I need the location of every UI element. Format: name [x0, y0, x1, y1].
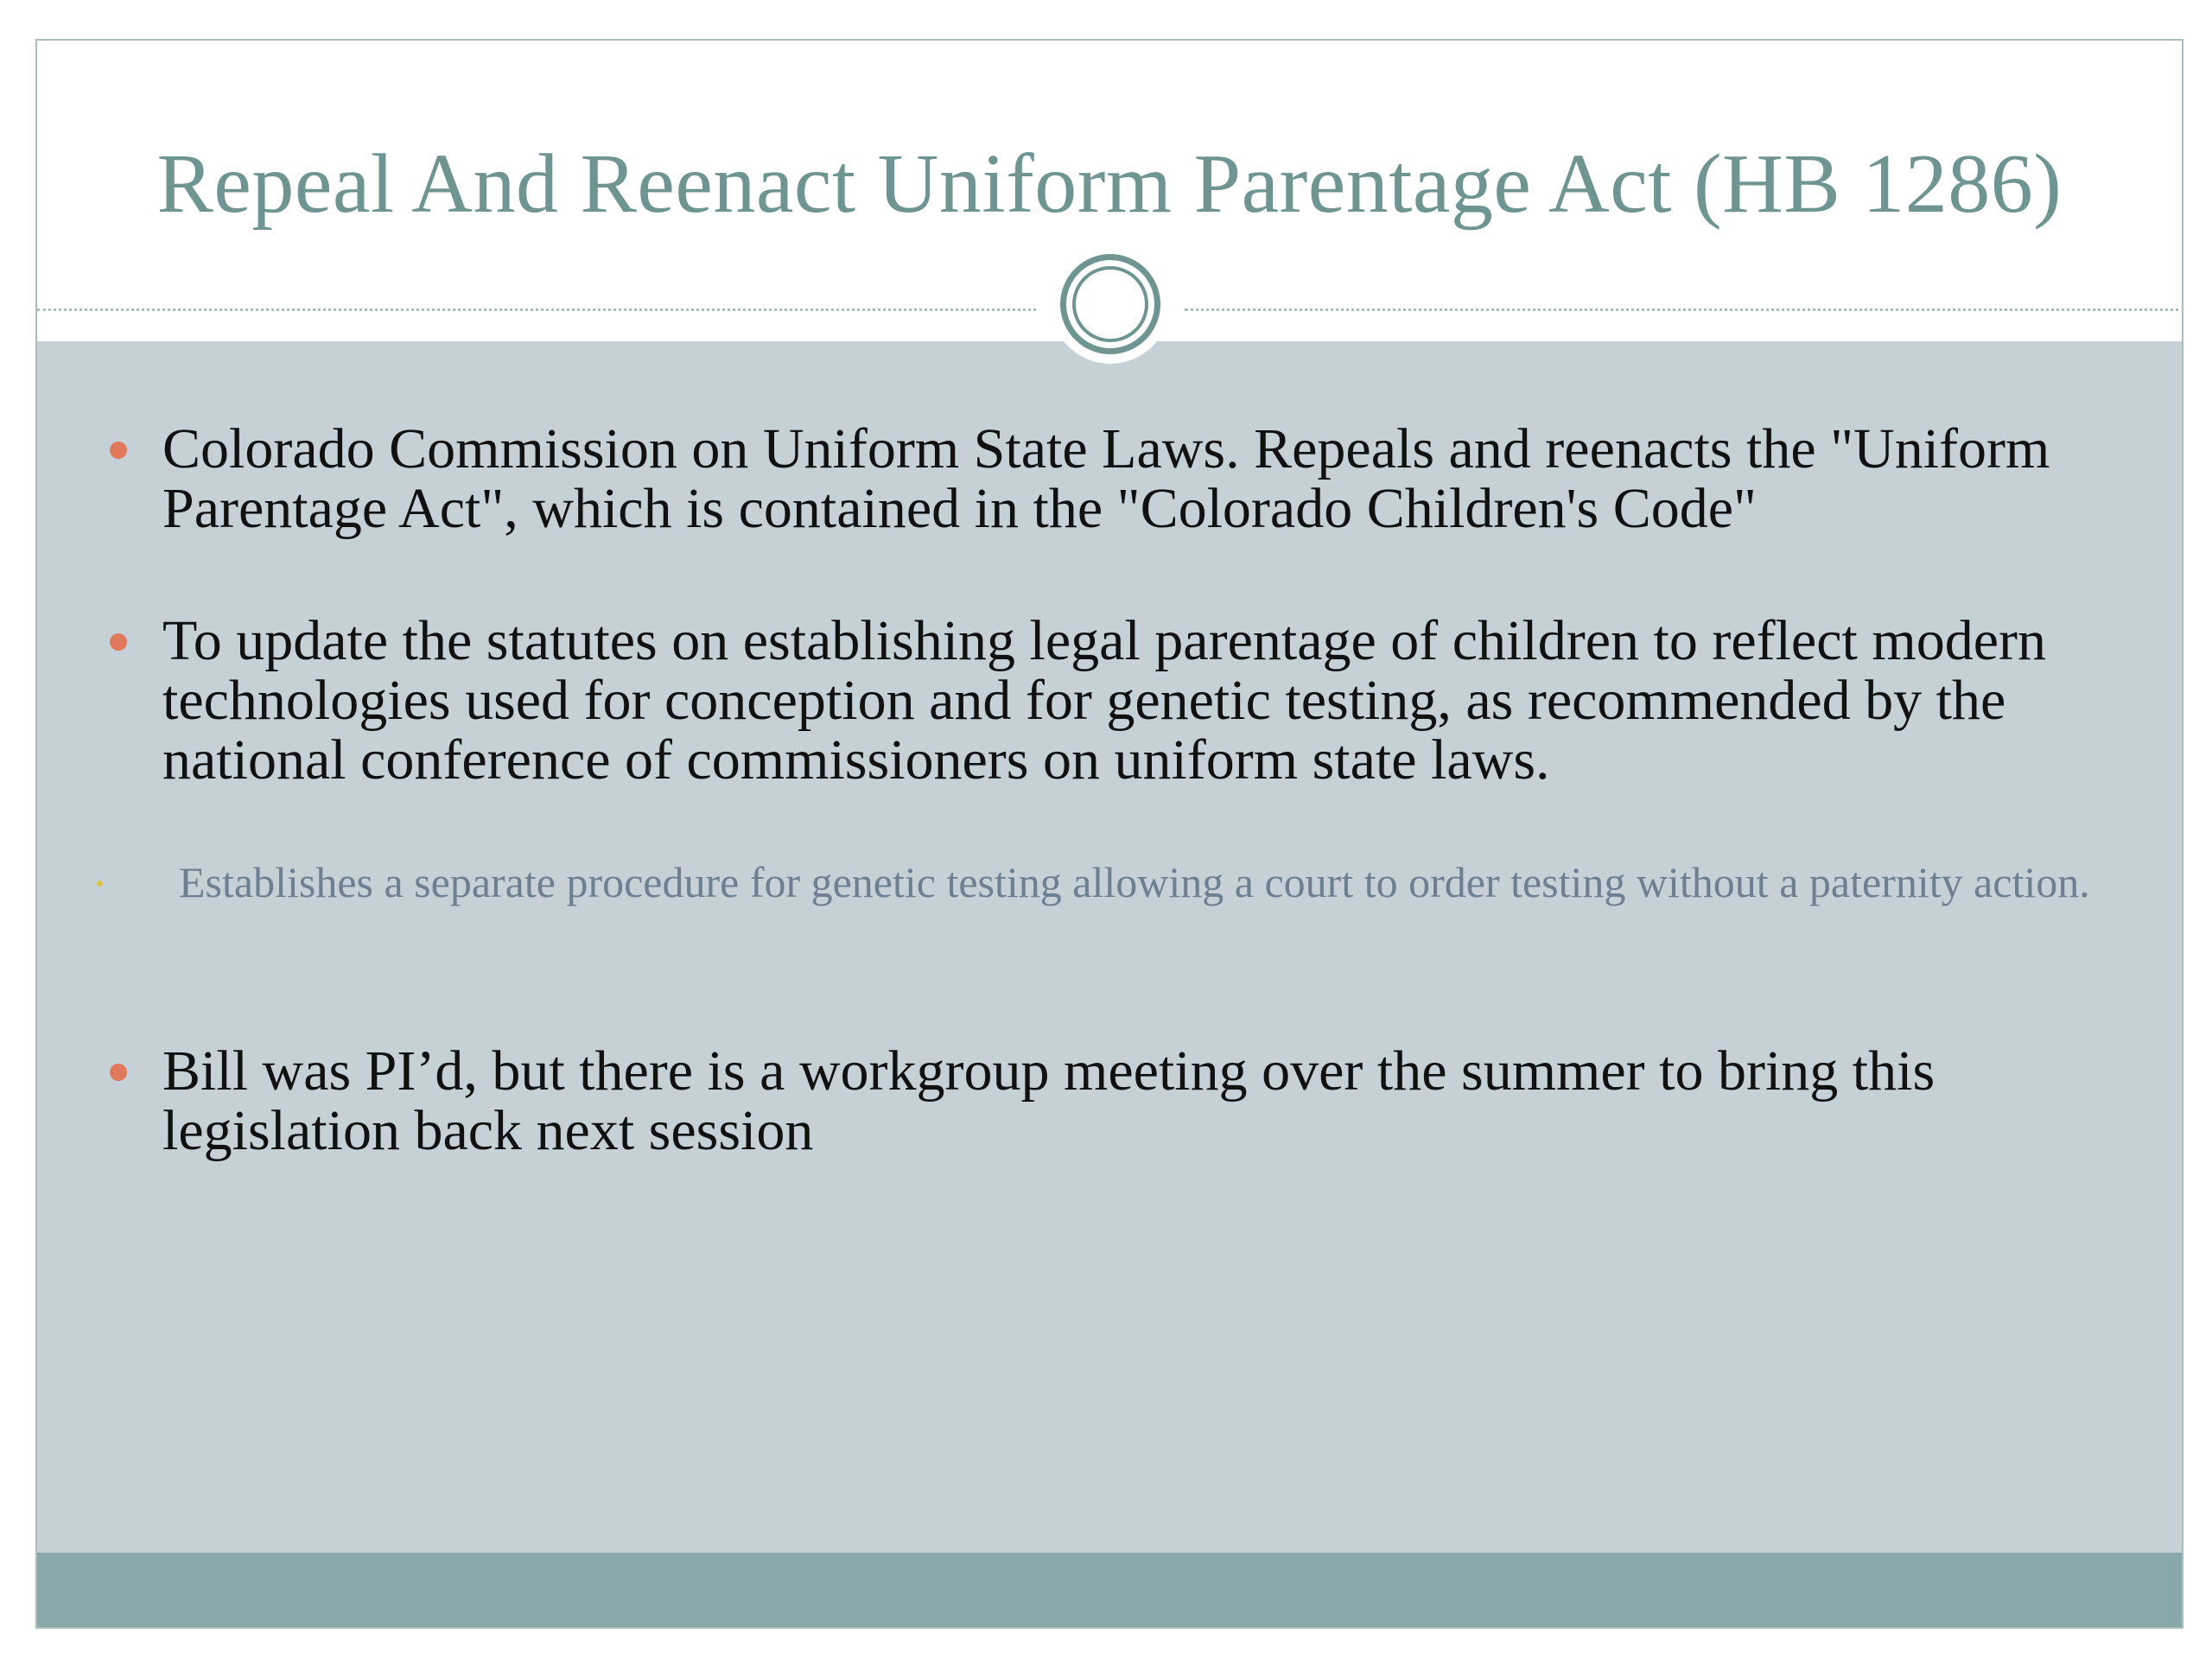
sub-bullet-item — [179, 858, 2106, 906]
slide — [35, 39, 2183, 1629]
ring-icon — [1060, 254, 1160, 354]
footer-bar — [37, 1553, 2182, 1629]
sub-bullet-text: Establishes a separate procedure for genetic testing allowing a court to order testing without a paternity action. — [179, 858, 2090, 906]
bullet-dot-icon — [110, 1064, 127, 1081]
content-area — [37, 341, 2182, 1553]
title-divider-right — [1185, 308, 2183, 311]
slide-title: Repeal And Reenact Uniform Parentage Act (HB 1286) — [156, 137, 2063, 231]
bullet-item — [162, 419, 2124, 538]
bullet-item — [162, 1041, 2124, 1160]
bullet-text: Bill was PI’d, but there is a workgroup meeting over the summer to bring this legislation back next session — [162, 1039, 1936, 1162]
sub-bullet-dot-icon — [97, 880, 103, 887]
bullet-text: Colorado Commission on Uniform State Laws. Repeals and reenacts the "Uniform Parentage Act", which is contained in the "Colorado Children's Code" — [162, 417, 2050, 540]
bullet-item — [162, 611, 2124, 790]
title-divider-left — [37, 308, 1036, 311]
bullet-dot-icon — [110, 442, 127, 459]
title-ring-ornament — [1051, 245, 1170, 364]
bullet-dot-icon — [110, 633, 127, 651]
bullet-text: To update the statutes on establishing legal parentage of children to reflect modern technologies used for conception and for genetic testing, as recommended by the national conference of commissioners on uniform state laws. — [162, 609, 2046, 791]
